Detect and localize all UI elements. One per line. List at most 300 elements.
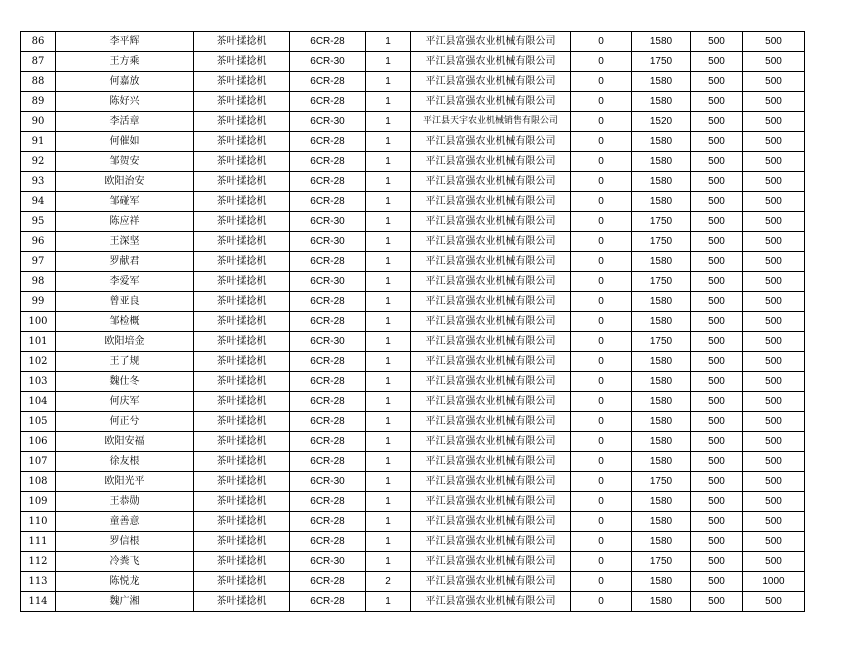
machine-type-cell: 茶叶揉捻机 [194, 52, 290, 72]
name-cell: 魏广湘 [56, 592, 194, 612]
table-row [21, 192, 805, 212]
table-row [21, 52, 805, 72]
machine-type-cell: 茶叶揉捻机 [194, 232, 290, 252]
name-cell: 陈应祥 [56, 212, 194, 232]
row-number-cell: 102 [21, 352, 56, 372]
table-row [21, 532, 805, 552]
model-cell: 6CR-28 [290, 492, 366, 512]
model-cell: 6CR-28 [290, 72, 366, 92]
machine-type-cell: 茶叶揉捻机 [194, 592, 290, 612]
table-row [21, 152, 805, 172]
machine-type-cell: 茶叶揉捻机 [194, 332, 290, 352]
name-cell: 冷粪飞 [56, 552, 194, 572]
machine-type-cell: 茶叶揉捻机 [194, 312, 290, 332]
machine-type-cell: 茶叶揉捻机 [194, 72, 290, 92]
quantity-cell: 1 [366, 592, 411, 612]
name-cell: 欧阳治安 [56, 172, 194, 192]
other-cell: 0 [571, 352, 632, 372]
row-number-cell: 96 [21, 232, 56, 252]
table-row [21, 472, 805, 492]
name-cell: 欧阳培金 [56, 332, 194, 352]
name-cell: 罗献君 [56, 252, 194, 272]
machine-type-cell: 茶叶揉捻机 [194, 512, 290, 532]
quantity-cell: 1 [366, 392, 411, 412]
row-number-cell: 103 [21, 372, 56, 392]
other-cell: 0 [571, 412, 632, 432]
model-cell: 6CR-30 [290, 52, 366, 72]
quantity-cell: 1 [366, 192, 411, 212]
unit-price-cell: 1580 [632, 572, 691, 592]
subsidy-cell: 500 [691, 392, 743, 412]
unit-price-cell: 1580 [632, 312, 691, 332]
machine-type-cell: 茶叶揉捻机 [194, 212, 290, 232]
dealer-cell: 平江县富强农业机械有限公司 [411, 532, 571, 552]
subsidy-cell: 500 [691, 72, 743, 92]
total-subsidy-cell: 500 [743, 312, 805, 332]
table-row [21, 72, 805, 92]
row-number-cell: 111 [21, 532, 56, 552]
dealer-cell: 平江县富强农业机械有限公司 [411, 272, 571, 292]
quantity-cell: 1 [366, 552, 411, 572]
unit-price-cell: 1580 [632, 512, 691, 532]
other-cell: 0 [571, 492, 632, 512]
total-subsidy-cell: 500 [743, 112, 805, 132]
total-subsidy-cell: 500 [743, 492, 805, 512]
machine-type-cell: 茶叶揉捻机 [194, 452, 290, 472]
dealer-cell: 平江县富强农业机械有限公司 [411, 232, 571, 252]
unit-price-cell: 1520 [632, 112, 691, 132]
machine-type-cell: 茶叶揉捻机 [194, 372, 290, 392]
unit-price-cell: 1580 [632, 412, 691, 432]
unit-price-cell: 1750 [632, 552, 691, 572]
table-row [21, 592, 805, 612]
name-cell: 童善意 [56, 512, 194, 532]
total-subsidy-cell: 500 [743, 592, 805, 612]
total-subsidy-cell: 500 [743, 552, 805, 572]
model-cell: 6CR-28 [290, 92, 366, 112]
unit-price-cell: 1580 [632, 292, 691, 312]
dealer-cell: 平江县富强农业机械有限公司 [411, 52, 571, 72]
name-cell: 曾亚良 [56, 292, 194, 312]
model-cell: 6CR-30 [290, 472, 366, 492]
row-number-cell: 90 [21, 112, 56, 132]
unit-price-cell: 1750 [632, 272, 691, 292]
quantity-cell: 1 [366, 72, 411, 92]
other-cell: 0 [571, 272, 632, 292]
subsidy-cell: 500 [691, 232, 743, 252]
quantity-cell: 1 [366, 292, 411, 312]
machine-type-cell: 茶叶揉捻机 [194, 192, 290, 212]
table-row [21, 292, 805, 312]
quantity-cell: 1 [366, 372, 411, 392]
quantity-cell: 1 [366, 492, 411, 512]
quantity-cell: 1 [366, 532, 411, 552]
table-row [21, 432, 805, 452]
quantity-cell: 1 [366, 212, 411, 232]
subsidy-cell: 500 [691, 492, 743, 512]
dealer-cell: 平江县富强农业机械有限公司 [411, 32, 571, 52]
table-body [21, 32, 805, 612]
subsidy-cell: 500 [691, 592, 743, 612]
dealer-cell: 平江县富强农业机械有限公司 [411, 332, 571, 352]
subsidy-cell: 500 [691, 132, 743, 152]
row-number-cell: 89 [21, 92, 56, 112]
unit-price-cell: 1580 [632, 432, 691, 452]
unit-price-cell: 1580 [632, 172, 691, 192]
quantity-cell: 1 [366, 52, 411, 72]
unit-price-cell: 1580 [632, 132, 691, 152]
name-cell: 魏仕冬 [56, 372, 194, 392]
other-cell: 0 [571, 572, 632, 592]
dealer-cell: 平江县富强农业机械有限公司 [411, 412, 571, 432]
dealer-cell: 平江县富强农业机械有限公司 [411, 132, 571, 152]
dealer-cell: 平江县富强农业机械有限公司 [411, 152, 571, 172]
table-row [21, 92, 805, 112]
row-number-cell: 93 [21, 172, 56, 192]
total-subsidy-cell: 500 [743, 72, 805, 92]
subsidy-cell: 500 [691, 112, 743, 132]
name-cell: 何正兮 [56, 412, 194, 432]
dealer-cell: 平江县富强农业机械有限公司 [411, 472, 571, 492]
unit-price-cell: 1580 [632, 372, 691, 392]
unit-price-cell: 1580 [632, 32, 691, 52]
other-cell: 0 [571, 32, 632, 52]
table-row [21, 172, 805, 192]
quantity-cell: 1 [366, 272, 411, 292]
other-cell: 0 [571, 192, 632, 212]
name-cell: 罗信根 [56, 532, 194, 552]
table-row [21, 412, 805, 432]
model-cell: 6CR-28 [290, 32, 366, 52]
model-cell: 6CR-28 [290, 432, 366, 452]
machine-type-cell: 茶叶揉捻机 [194, 272, 290, 292]
dealer-cell: 平江县富强农业机械有限公司 [411, 192, 571, 212]
total-subsidy-cell: 500 [743, 432, 805, 452]
table-row [21, 332, 805, 352]
subsidy-cell: 500 [691, 412, 743, 432]
other-cell: 0 [571, 152, 632, 172]
row-number-cell: 98 [21, 272, 56, 292]
name-cell: 何嘉放 [56, 72, 194, 92]
table-row [21, 232, 805, 252]
name-cell: 陈悦龙 [56, 572, 194, 592]
unit-price-cell: 1750 [632, 232, 691, 252]
subsidy-cell: 500 [691, 372, 743, 392]
row-number-cell: 114 [21, 592, 56, 612]
other-cell: 0 [571, 72, 632, 92]
unit-price-cell: 1580 [632, 192, 691, 212]
row-number-cell: 110 [21, 512, 56, 532]
model-cell: 6CR-30 [290, 232, 366, 252]
row-number-cell: 99 [21, 292, 56, 312]
table-row [21, 552, 805, 572]
subsidy-table [20, 31, 805, 612]
total-subsidy-cell: 500 [743, 172, 805, 192]
other-cell: 0 [571, 132, 632, 152]
name-cell: 李爱军 [56, 272, 194, 292]
other-cell: 0 [571, 452, 632, 472]
machine-type-cell: 茶叶揉捻机 [194, 132, 290, 152]
table-row [21, 132, 805, 152]
table-row [21, 32, 805, 52]
machine-type-cell: 茶叶揉捻机 [194, 572, 290, 592]
total-subsidy-cell: 500 [743, 212, 805, 232]
machine-type-cell: 茶叶揉捻机 [194, 392, 290, 412]
row-number-cell: 100 [21, 312, 56, 332]
quantity-cell: 1 [366, 232, 411, 252]
table-row [21, 392, 805, 412]
unit-price-cell: 1580 [632, 252, 691, 272]
quantity-cell: 1 [366, 312, 411, 332]
total-subsidy-cell: 500 [743, 52, 805, 72]
dealer-cell: 平江县富强农业机械有限公司 [411, 172, 571, 192]
subsidy-cell: 500 [691, 172, 743, 192]
total-subsidy-cell: 500 [743, 32, 805, 52]
name-cell: 李活章 [56, 112, 194, 132]
model-cell: 6CR-28 [290, 192, 366, 212]
quantity-cell: 1 [366, 472, 411, 492]
total-subsidy-cell: 500 [743, 272, 805, 292]
model-cell: 6CR-28 [290, 372, 366, 392]
total-subsidy-cell: 1000 [743, 572, 805, 592]
name-cell: 王了规 [56, 352, 194, 372]
other-cell: 0 [571, 392, 632, 412]
row-number-cell: 107 [21, 452, 56, 472]
other-cell: 0 [571, 592, 632, 612]
other-cell: 0 [571, 52, 632, 72]
name-cell: 王恭勋 [56, 492, 194, 512]
quantity-cell: 1 [366, 352, 411, 372]
table-row [21, 272, 805, 292]
unit-price-cell: 1750 [632, 472, 691, 492]
quantity-cell: 1 [366, 332, 411, 352]
machine-type-cell: 茶叶揉捻机 [194, 292, 290, 312]
model-cell: 6CR-30 [290, 272, 366, 292]
machine-type-cell: 茶叶揉捻机 [194, 92, 290, 112]
subsidy-cell: 500 [691, 352, 743, 372]
dealer-cell: 平江县富强农业机械有限公司 [411, 592, 571, 612]
table-row [21, 352, 805, 372]
subsidy-cell: 500 [691, 292, 743, 312]
total-subsidy-cell: 500 [743, 372, 805, 392]
total-subsidy-cell: 500 [743, 232, 805, 252]
row-number-cell: 104 [21, 392, 56, 412]
row-number-cell: 95 [21, 212, 56, 232]
machine-type-cell: 茶叶揉捻机 [194, 412, 290, 432]
model-cell: 6CR-28 [290, 592, 366, 612]
model-cell: 6CR-28 [290, 312, 366, 332]
table-row [21, 212, 805, 232]
machine-type-cell: 茶叶揉捻机 [194, 152, 290, 172]
model-cell: 6CR-28 [290, 152, 366, 172]
dealer-cell: 平江县富强农业机械有限公司 [411, 492, 571, 512]
table-row [21, 492, 805, 512]
unit-price-cell: 1580 [632, 152, 691, 172]
quantity-cell: 1 [366, 172, 411, 192]
machine-type-cell: 茶叶揉捻机 [194, 252, 290, 272]
quantity-cell: 1 [366, 32, 411, 52]
dealer-cell: 平江县富强农业机械有限公司 [411, 452, 571, 472]
dealer-cell: 平江县富强农业机械有限公司 [411, 72, 571, 92]
model-cell: 6CR-30 [290, 552, 366, 572]
row-number-cell: 91 [21, 132, 56, 152]
other-cell: 0 [571, 212, 632, 232]
dealer-cell: 平江县富强农业机械有限公司 [411, 212, 571, 232]
table-row [21, 452, 805, 472]
name-cell: 徐友根 [56, 452, 194, 472]
quantity-cell: 1 [366, 512, 411, 532]
subsidy-cell: 500 [691, 192, 743, 212]
model-cell: 6CR-28 [290, 132, 366, 152]
unit-price-cell: 1580 [632, 392, 691, 412]
other-cell: 0 [571, 252, 632, 272]
dealer-cell: 平江县富强农业机械有限公司 [411, 292, 571, 312]
subsidy-cell: 500 [691, 332, 743, 352]
unit-price-cell: 1750 [632, 332, 691, 352]
subsidy-cell: 500 [691, 32, 743, 52]
other-cell: 0 [571, 172, 632, 192]
other-cell: 0 [571, 92, 632, 112]
quantity-cell: 1 [366, 112, 411, 132]
name-cell: 邹贺安 [56, 152, 194, 172]
model-cell: 6CR-28 [290, 452, 366, 472]
row-number-cell: 88 [21, 72, 56, 92]
dealer-cell: 平江县富强农业机械有限公司 [411, 312, 571, 332]
model-cell: 6CR-28 [290, 532, 366, 552]
name-cell: 陈好兴 [56, 92, 194, 112]
model-cell: 6CR-28 [290, 392, 366, 412]
total-subsidy-cell: 500 [743, 352, 805, 372]
row-number-cell: 87 [21, 52, 56, 72]
row-number-cell: 105 [21, 412, 56, 432]
table-row [21, 512, 805, 532]
total-subsidy-cell: 500 [743, 532, 805, 552]
other-cell: 0 [571, 512, 632, 532]
name-cell: 何庆军 [56, 392, 194, 412]
row-number-cell: 86 [21, 32, 56, 52]
unit-price-cell: 1580 [632, 72, 691, 92]
unit-price-cell: 1580 [632, 92, 691, 112]
row-number-cell: 109 [21, 492, 56, 512]
other-cell: 0 [571, 372, 632, 392]
total-subsidy-cell: 500 [743, 452, 805, 472]
total-subsidy-cell: 500 [743, 332, 805, 352]
subsidy-cell: 500 [691, 252, 743, 272]
model-cell: 6CR-30 [290, 212, 366, 232]
other-cell: 0 [571, 552, 632, 572]
quantity-cell: 1 [366, 92, 411, 112]
other-cell: 0 [571, 332, 632, 352]
machine-type-cell: 茶叶揉捻机 [194, 112, 290, 132]
dealer-cell: 平江县富强农业机械有限公司 [411, 432, 571, 452]
row-number-cell: 94 [21, 192, 56, 212]
total-subsidy-cell: 500 [743, 252, 805, 272]
quantity-cell: 1 [366, 152, 411, 172]
row-number-cell: 101 [21, 332, 56, 352]
unit-price-cell: 1580 [632, 592, 691, 612]
subsidy-cell: 500 [691, 152, 743, 172]
row-number-cell: 97 [21, 252, 56, 272]
total-subsidy-cell: 500 [743, 412, 805, 432]
model-cell: 6CR-28 [290, 252, 366, 272]
row-number-cell: 113 [21, 572, 56, 592]
total-subsidy-cell: 500 [743, 392, 805, 412]
subsidy-cell: 500 [691, 572, 743, 592]
subsidy-cell: 500 [691, 92, 743, 112]
name-cell: 何催如 [56, 132, 194, 152]
table-row [21, 112, 805, 132]
other-cell: 0 [571, 532, 632, 552]
table-row [21, 372, 805, 392]
dealer-cell: 平江县富强农业机械有限公司 [411, 572, 571, 592]
model-cell: 6CR-30 [290, 112, 366, 132]
unit-price-cell: 1580 [632, 352, 691, 372]
dealer-cell: 平江县天宇农业机械销售有限公司 [411, 112, 571, 132]
row-number-cell: 112 [21, 552, 56, 572]
total-subsidy-cell: 500 [743, 292, 805, 312]
machine-type-cell: 茶叶揉捻机 [194, 472, 290, 492]
unit-price-cell: 1580 [632, 492, 691, 512]
dealer-cell: 平江县富强农业机械有限公司 [411, 392, 571, 412]
subsidy-cell: 500 [691, 512, 743, 532]
row-number-cell: 108 [21, 472, 56, 492]
total-subsidy-cell: 500 [743, 92, 805, 112]
machine-type-cell: 茶叶揉捻机 [194, 492, 290, 512]
quantity-cell: 1 [366, 432, 411, 452]
quantity-cell: 1 [366, 252, 411, 272]
name-cell: 王方乘 [56, 52, 194, 72]
subsidy-cell: 500 [691, 52, 743, 72]
machine-type-cell: 茶叶揉捻机 [194, 432, 290, 452]
machine-type-cell: 茶叶揉捻机 [194, 532, 290, 552]
unit-price-cell: 1750 [632, 52, 691, 72]
row-number-cell: 106 [21, 432, 56, 452]
total-subsidy-cell: 500 [743, 192, 805, 212]
quantity-cell: 1 [366, 452, 411, 472]
model-cell: 6CR-28 [290, 512, 366, 532]
dealer-cell: 平江县富强农业机械有限公司 [411, 552, 571, 572]
total-subsidy-cell: 500 [743, 132, 805, 152]
dealer-cell: 平江县富强农业机械有限公司 [411, 512, 571, 532]
subsidy-cell: 500 [691, 552, 743, 572]
other-cell: 0 [571, 432, 632, 452]
unit-price-cell: 1580 [632, 452, 691, 472]
subsidy-cell: 500 [691, 272, 743, 292]
quantity-cell: 1 [366, 132, 411, 152]
model-cell: 6CR-28 [290, 352, 366, 372]
name-cell: 欧阳安福 [56, 432, 194, 452]
machine-type-cell: 茶叶揉捻机 [194, 552, 290, 572]
total-subsidy-cell: 500 [743, 512, 805, 532]
table-row [21, 312, 805, 332]
row-number-cell: 92 [21, 152, 56, 172]
dealer-cell: 平江县富强农业机械有限公司 [411, 352, 571, 372]
model-cell: 6CR-28 [290, 412, 366, 432]
model-cell: 6CR-28 [290, 292, 366, 312]
name-cell: 欧阳光平 [56, 472, 194, 492]
subsidy-cell: 500 [691, 312, 743, 332]
machine-type-cell: 茶叶揉捻机 [194, 352, 290, 372]
table-row [21, 252, 805, 272]
machine-type-cell: 茶叶揉捻机 [194, 172, 290, 192]
unit-price-cell: 1750 [632, 212, 691, 232]
name-cell: 邹碰军 [56, 192, 194, 212]
model-cell: 6CR-28 [290, 172, 366, 192]
subsidy-cell: 500 [691, 212, 743, 232]
name-cell: 邹检概 [56, 312, 194, 332]
other-cell: 0 [571, 312, 632, 332]
other-cell: 0 [571, 112, 632, 132]
